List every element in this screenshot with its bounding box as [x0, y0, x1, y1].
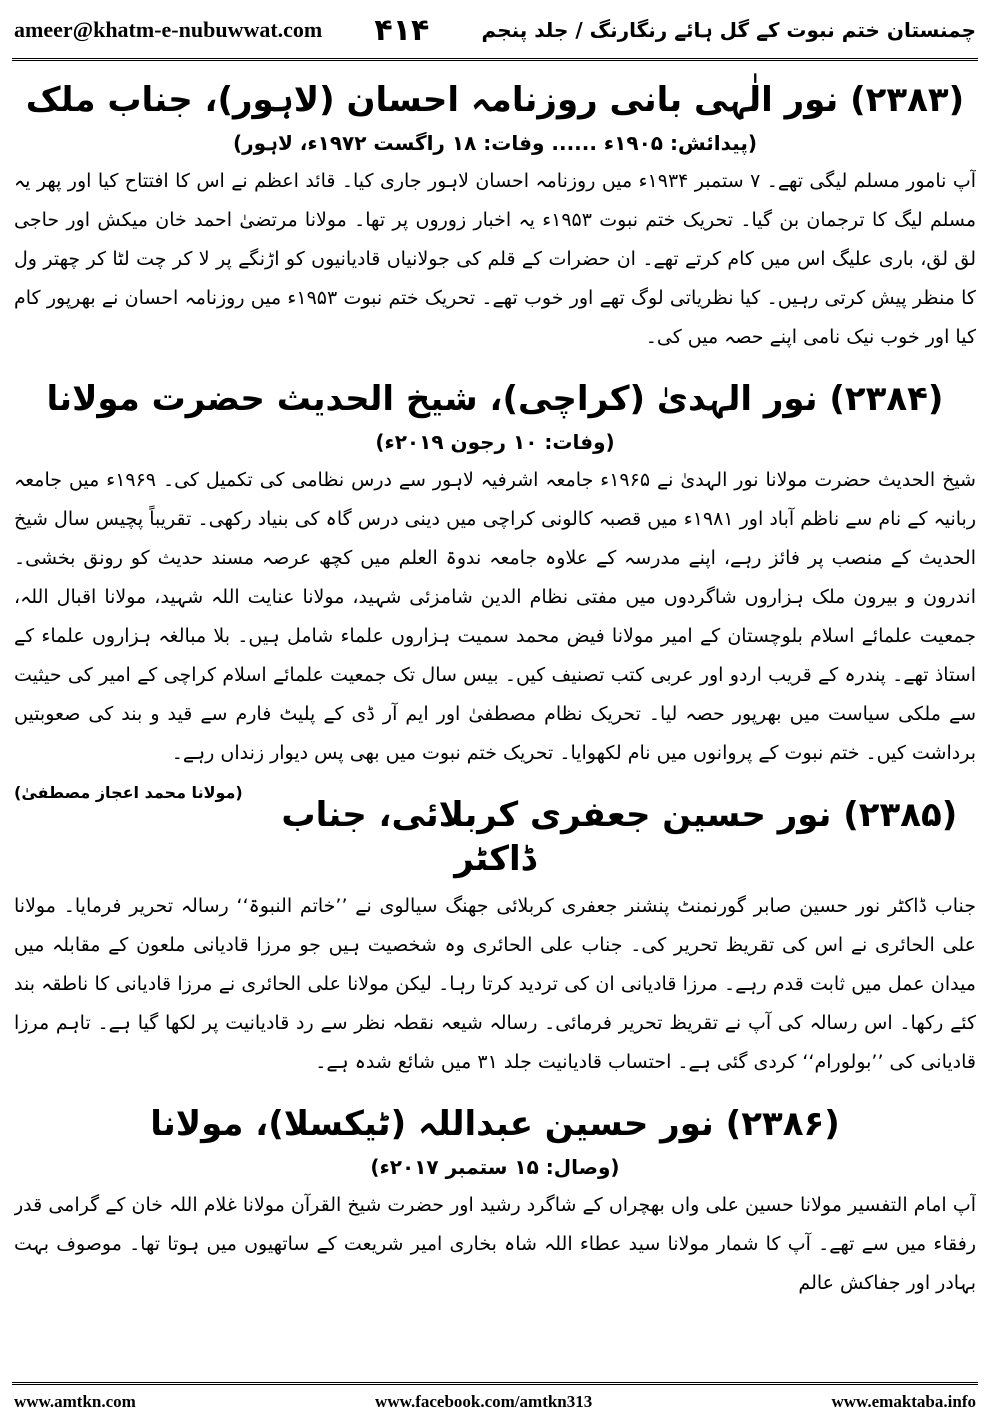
section-dates: (وفات: ۱۰ رجون ۲۰۱۹ء) [375, 430, 615, 454]
section-dates: (پیدائش: ۱۹۰۵ء ...... وفات: ۱۸ راگست ۱۹۷۲ء، لاہور) [233, 131, 757, 155]
footer-link-left[interactable]: www.amtkn.com [14, 1392, 136, 1411]
section-body: آپ نامور مسلم لیگی تھے۔ ۷ ستمبر ۱۹۳۴ء میں روزنامہ احسان لاہور جاری کیا۔ قائد اعظم نے اس کا افتتاح کیا اور پھر یہ مسلم لیگ کا ترجمان بن گیا۔ تحریک ختم نبوت ۱۹۵۳ء یہ اخبار زوروں پر تھا۔ مولانا مرتضیٰ احمد خان میکش اور حاجی لق لق، باری علیگ اس میں کام کرتے تھے۔ ان حضرات کے قلم کی جولانیاں قادیانیوں کو اڑنگے پر لا کر چت لٹا کر چھتر ول کا منظر پیش کرتی رہیں۔ کیا نظریاتی لوگ تھے اور خوب تھے۔ تحریک ختم نبوت ۱۹۵۳ء میں روزنامہ احسان نے بھرپور کام کیا اور خوب نیک نامی اپنے حصہ میں کی۔ [14, 170, 976, 348]
section-heading: (۲۳۸۵) نور حسین جعفری کربلائی، جناب ڈاکٹر [281, 795, 958, 879]
page-header [14, 8, 976, 52]
book-title: چمنستان ختم نبوت کے گل ہائے رنگارنگ / جلد پنجم [481, 18, 976, 42]
section-body: آپ امام التفسیر مولانا حسین علی واں بھچراں کے شاگرد رشید اور حضرت شیخ القرآن مولانا غلام اللہ خان کے گرامی قدر رفقاء میں سے تھے۔ آپ کا شمار مولانا سید عطاء اللہ شاہ بخاری امیر شریعت کے ساتھیوں میں ہوتا تھا۔ موصوف بہت بہادر اور جفاکش عالم [14, 1194, 976, 1294]
section-dates: (وصال: ۱۵ ستمبر ۲۰۱۷ء) [370, 1155, 620, 1179]
footer-link-center[interactable]: www.facebook.com/amtkn313 [375, 1392, 593, 1411]
section-body [14, 461, 976, 802]
page-footer [14, 1388, 976, 1416]
section-heading: (۲۳۸۶) نور حسین عبداللہ (ٹیکسلا)، مولانا [150, 1104, 840, 1144]
section-body: جناب ڈاکٹر نور حسین صابر گورنمنٹ پنشنر جعفری کربلائی جھنگ سیالوی نے ’’خاتم النبوۃ‘‘ رسالہ تحریر فرمایا۔ مولانا علی الحائری نے اس کی تقریظ تحریر کی۔ جناب علی الحائری وہ شخصیت ہیں جو مرزا قادیانی ملعون کے مقابلہ میں میدان عمل میں ثابت قدم رہے۔ مرزا قادیانی ان کی تردید کرتا رہا۔ لیکن مولانا علی الحائری نے مرزا قادیانی کا ناطقہ بند کئے رکھا۔ اس رسالہ کی آپ نے تقریظ تحریر فرمائی۔ رسالہ شیعہ نقطہ نظر سے رد قادیانیت پر لکھا گیا ہے۔ تاہم مرزا قادیانی کی ’’بولورام‘‘ کردی گئی ہے۔ احتساب قادیانیت جلد ۳۱ میں شائع شدہ ہے۔ [14, 895, 976, 1073]
section-body-text: شیخ الحدیث حضرت مولانا نور الہدیٰ نے ۱۹۶۵ء جامعہ اشرفیہ لاہور سے درس نظامی کی تکمیل کی۔ ۱۹۶۹ء میں جامعہ ربانیہ کے نام سے ناظم آباد اور ۱۹۸۱ء میں قصبہ کالونی کراچی میں دینی درس گاہ کی بنیاد رکھی۔ تقریباً پچیس سال شیخ الحدیث کے منصب پر فائز رہے، اپنے مدرسہ کے علاوہ جامعہ ندوۃ العلم میں کچھ عرصہ مسند حدیث کو رونق بخشی۔ اندرون و بیرون ملک ہزاروں شاگردوں میں مفتی نظام الدین شامزئی شہید، مولانا عنایت اللہ شہید، مولانا اقبال اللہ، جمعیت علمائے اسلام بلوچستان کے امیر مولانا فیض محمد سمیت ہزاروں علماء شامل ہیں۔ بلا مبالغہ ہزاروں علماء کے استاذ تھے۔ پندرہ کے قریب اردو اور عربی کتب تصنیف کیں۔ بیس سال تک جمعیت علمائے اسلام کراچی کے امیر کی حیثیت سے ملکی سیاست میں بھرپور حصہ لیا۔ تحریک نظام مصطفیٰ اور ایم آر ڈی کے پلیٹ فارم سے قید و بند کی صعوبتیں برداشت کیں۔ ختم نبوت کے پروانوں میں نام لکھوایا۔ تحریک ختم نبوت میں بھی پس دیوار زنداں رہے۔ [14, 469, 976, 764]
footer-divider [12, 1382, 978, 1385]
footer-link-right[interactable]: www.emaktaba.info [831, 1392, 976, 1411]
page-number: ۴۱۴ [374, 12, 430, 48]
section-heading: (۲۳۸۳) نور الٰہی بانی روزنامہ احسان (لاہور)، جناب ملک [25, 80, 965, 120]
page-content [14, 62, 976, 1378]
author-credit: (مولانا محمد اعجاز مصطفیٰ) [14, 783, 243, 802]
section-heading: (۲۳۸۴) نور الہدیٰ (کراچی)، شیخ الحدیث حضرت مولانا [46, 379, 944, 419]
header-email: ameer@khatm-e-nubuwwat.com [14, 17, 323, 42]
header-divider [12, 58, 978, 61]
